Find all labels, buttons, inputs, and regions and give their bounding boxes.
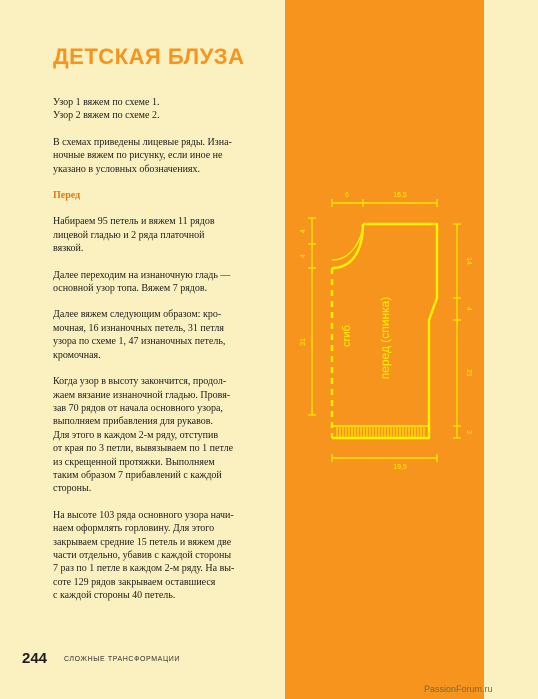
paragraph-patterns: Узор 1 вяжем по схеме 1. Узор 2 вяжем по схеме 2. xyxy=(53,97,160,122)
watermark: PassionForum.ru xyxy=(424,684,493,694)
fold-label: сгиб xyxy=(341,325,353,347)
instructions-text xyxy=(53,96,271,616)
dim-label-top-right: 16,5 xyxy=(393,192,407,199)
dim-label-right-1: 14 xyxy=(465,257,472,265)
dim-label-bottom: 19,5 xyxy=(393,464,407,471)
section-name: СЛОЖНЫЕ ТРАНСФОРМАЦИИ xyxy=(64,656,180,663)
paragraph-charts-note: В схемах приведены лицевые ряды. Изна- ночные вяжем по рисунку, если иное не указано в условных обозначениях. xyxy=(53,136,232,175)
dim-label-top-left: 6 xyxy=(345,192,349,199)
paragraph-neckline: На высоте 103 ряда основного узора начи- наем оформлять горловину. Для этого закрываем средние 15 петель и вяжем две части отдельно, убавив с каждой стороны 7 раз по 1 петле в каждом 2-м ряду. На вы- соте 129 рядов закрываем оставшиеся с каждой стороны 40 петель. xyxy=(53,509,235,602)
paragraph-sleeves: Когда узор в высоту закончится, продол- жаем вязание изнаночной гладью. Провя- зав 70 рядов от начала основного узора, выполняем прибавления для рукавов. Для этого в каждом 2-м ряду, отступив от края по 3 петли, вывязываем по 1 петле из скрещенной протяжки. Выполняем таким образом 7 прибавлений с каждой стороны. xyxy=(53,376,234,495)
neckline-curve xyxy=(332,224,363,268)
dim-label-right-4: 3 xyxy=(465,430,472,434)
dim-label-right-2: 4 xyxy=(465,307,472,311)
dim-label-left-2: 4 xyxy=(300,254,307,258)
dim-label-right-3: 21 xyxy=(465,369,472,377)
paragraph-main-pattern: Далее переходим на изнаночную гладь — основной узор топа. Вяжем 7 рядов. xyxy=(53,269,231,295)
page-number: 244 xyxy=(22,650,48,667)
paragraph-stitch-layout: Далее вяжем следующим образом: кро- мочная, 16 изнаночных петель, 31 петля узора по схеме 1, 47 изнаночных петель, кромочная. xyxy=(53,309,226,361)
dim-label-left-main: 31 xyxy=(300,338,307,346)
pattern-schematic xyxy=(285,180,484,480)
page-title: ДЕТСКАЯ БЛУЗА xyxy=(53,44,245,69)
subheading-front: Перед xyxy=(53,190,81,202)
piece-label: перед (спинка) xyxy=(378,296,392,380)
paragraph-cast-on: Набираем 95 петель и вяжем 11 рядов лицевой гладью и 2 ряда платочной вязкой. xyxy=(53,216,215,255)
dim-label-left-1: 4 xyxy=(300,229,307,233)
